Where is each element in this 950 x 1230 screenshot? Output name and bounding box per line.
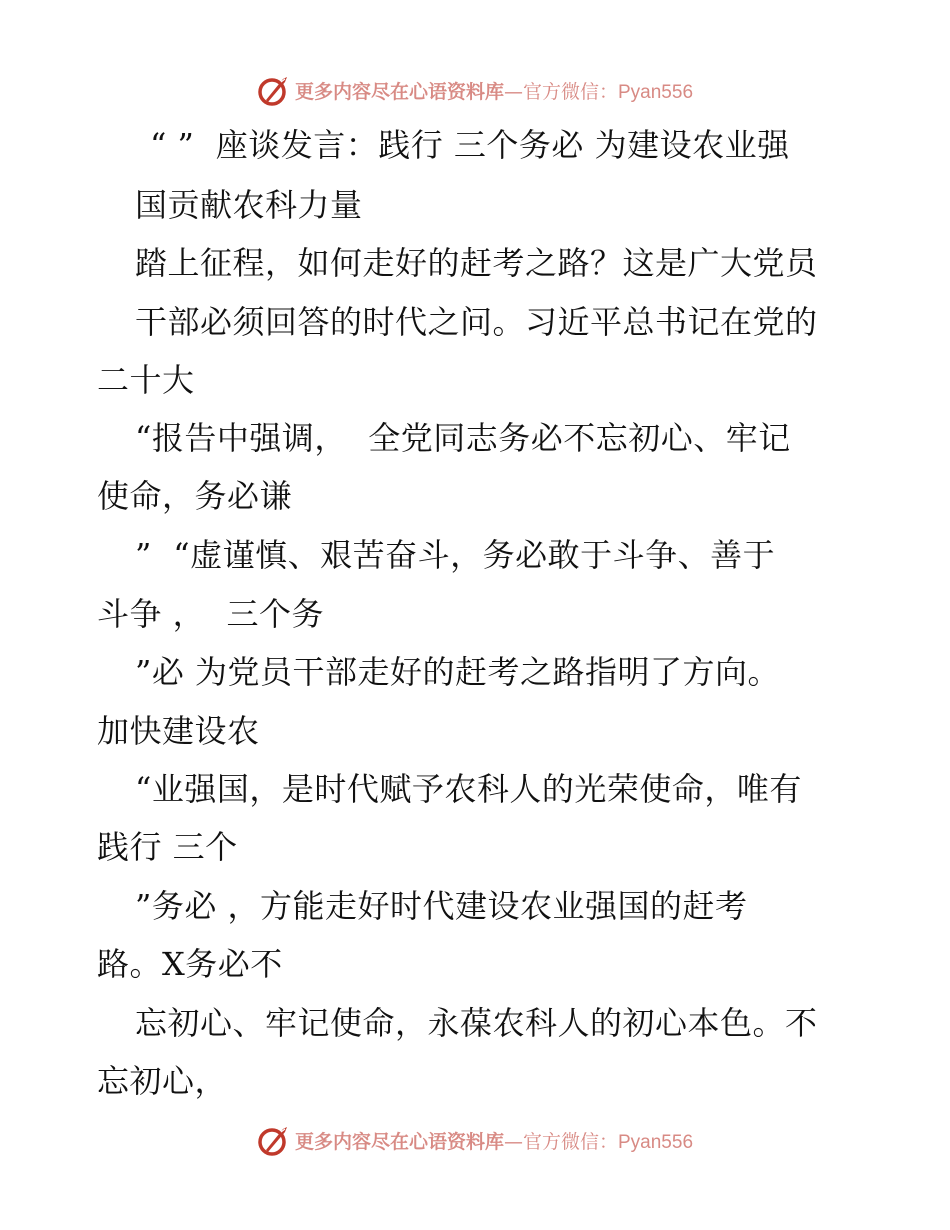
quill-logo-icon (257, 73, 291, 107)
footer-watermark (0, 1120, 950, 1160)
doc-text-line: 路。X务必不 (97, 945, 283, 983)
doc-text-line: 加快建设农 (97, 712, 260, 750)
doc-text-line: ”必 为党员干部走好的赶考之路指明了方向。 (135, 653, 781, 691)
doc-text-line: 二十大 (97, 361, 195, 399)
watermark-label: 官方微信： (522, 1130, 618, 1153)
quill-logo-icon (257, 1123, 291, 1157)
doc-title-line-2: 国贡献农科力量 (135, 186, 363, 224)
watermark-wechat-id: Pyan556 (618, 1131, 694, 1153)
watermark-dash: — (503, 1130, 523, 1153)
watermark-dash: — (503, 80, 523, 103)
doc-text-line: “报告中强调， 全党同志务必不忘初心、牢记 (135, 419, 791, 457)
doc-title-line-1: “ ” 座谈发言：践行 三个务必 为建设农业强 (150, 126, 790, 164)
doc-text-line: 忘初心、牢记使命，永葆农科人的初心本色。不 (135, 1004, 818, 1042)
doc-text-line: 践行 三个 (97, 828, 238, 866)
doc-text-line: 干部必须回答的时代之问。习近平总书记在党的 (135, 303, 818, 341)
watermark-site-name: 更多内容尽在心语资料库 (294, 80, 504, 103)
doc-text-line: 踏上征程，如何走好的赶考之路？这是广大党员 (135, 244, 818, 282)
watermark-text (295, 77, 693, 104)
doc-text-line: ” “虚谨慎、艰苦奋斗，务必敢于斗争、善于 (135, 536, 776, 574)
header-watermark (0, 70, 950, 110)
doc-text-line: 使命，务必谦 (97, 477, 293, 515)
watermark-label: 官方微信： (522, 80, 618, 103)
watermark-wechat-id: Pyan556 (618, 81, 694, 103)
doc-text-line: ”务必 ，方能走好时代建设农业强国的赶考 (135, 887, 748, 925)
doc-text-line: 忘初心， (97, 1062, 228, 1100)
watermark-site-name: 更多内容尽在心语资料库 (294, 1130, 504, 1153)
watermark-text (295, 1127, 693, 1154)
doc-text-line: “业强国，是时代赋予农科人的光荣使命，唯有 (135, 770, 802, 808)
doc-text-line: 斗争 ， 三个务 (97, 595, 325, 633)
